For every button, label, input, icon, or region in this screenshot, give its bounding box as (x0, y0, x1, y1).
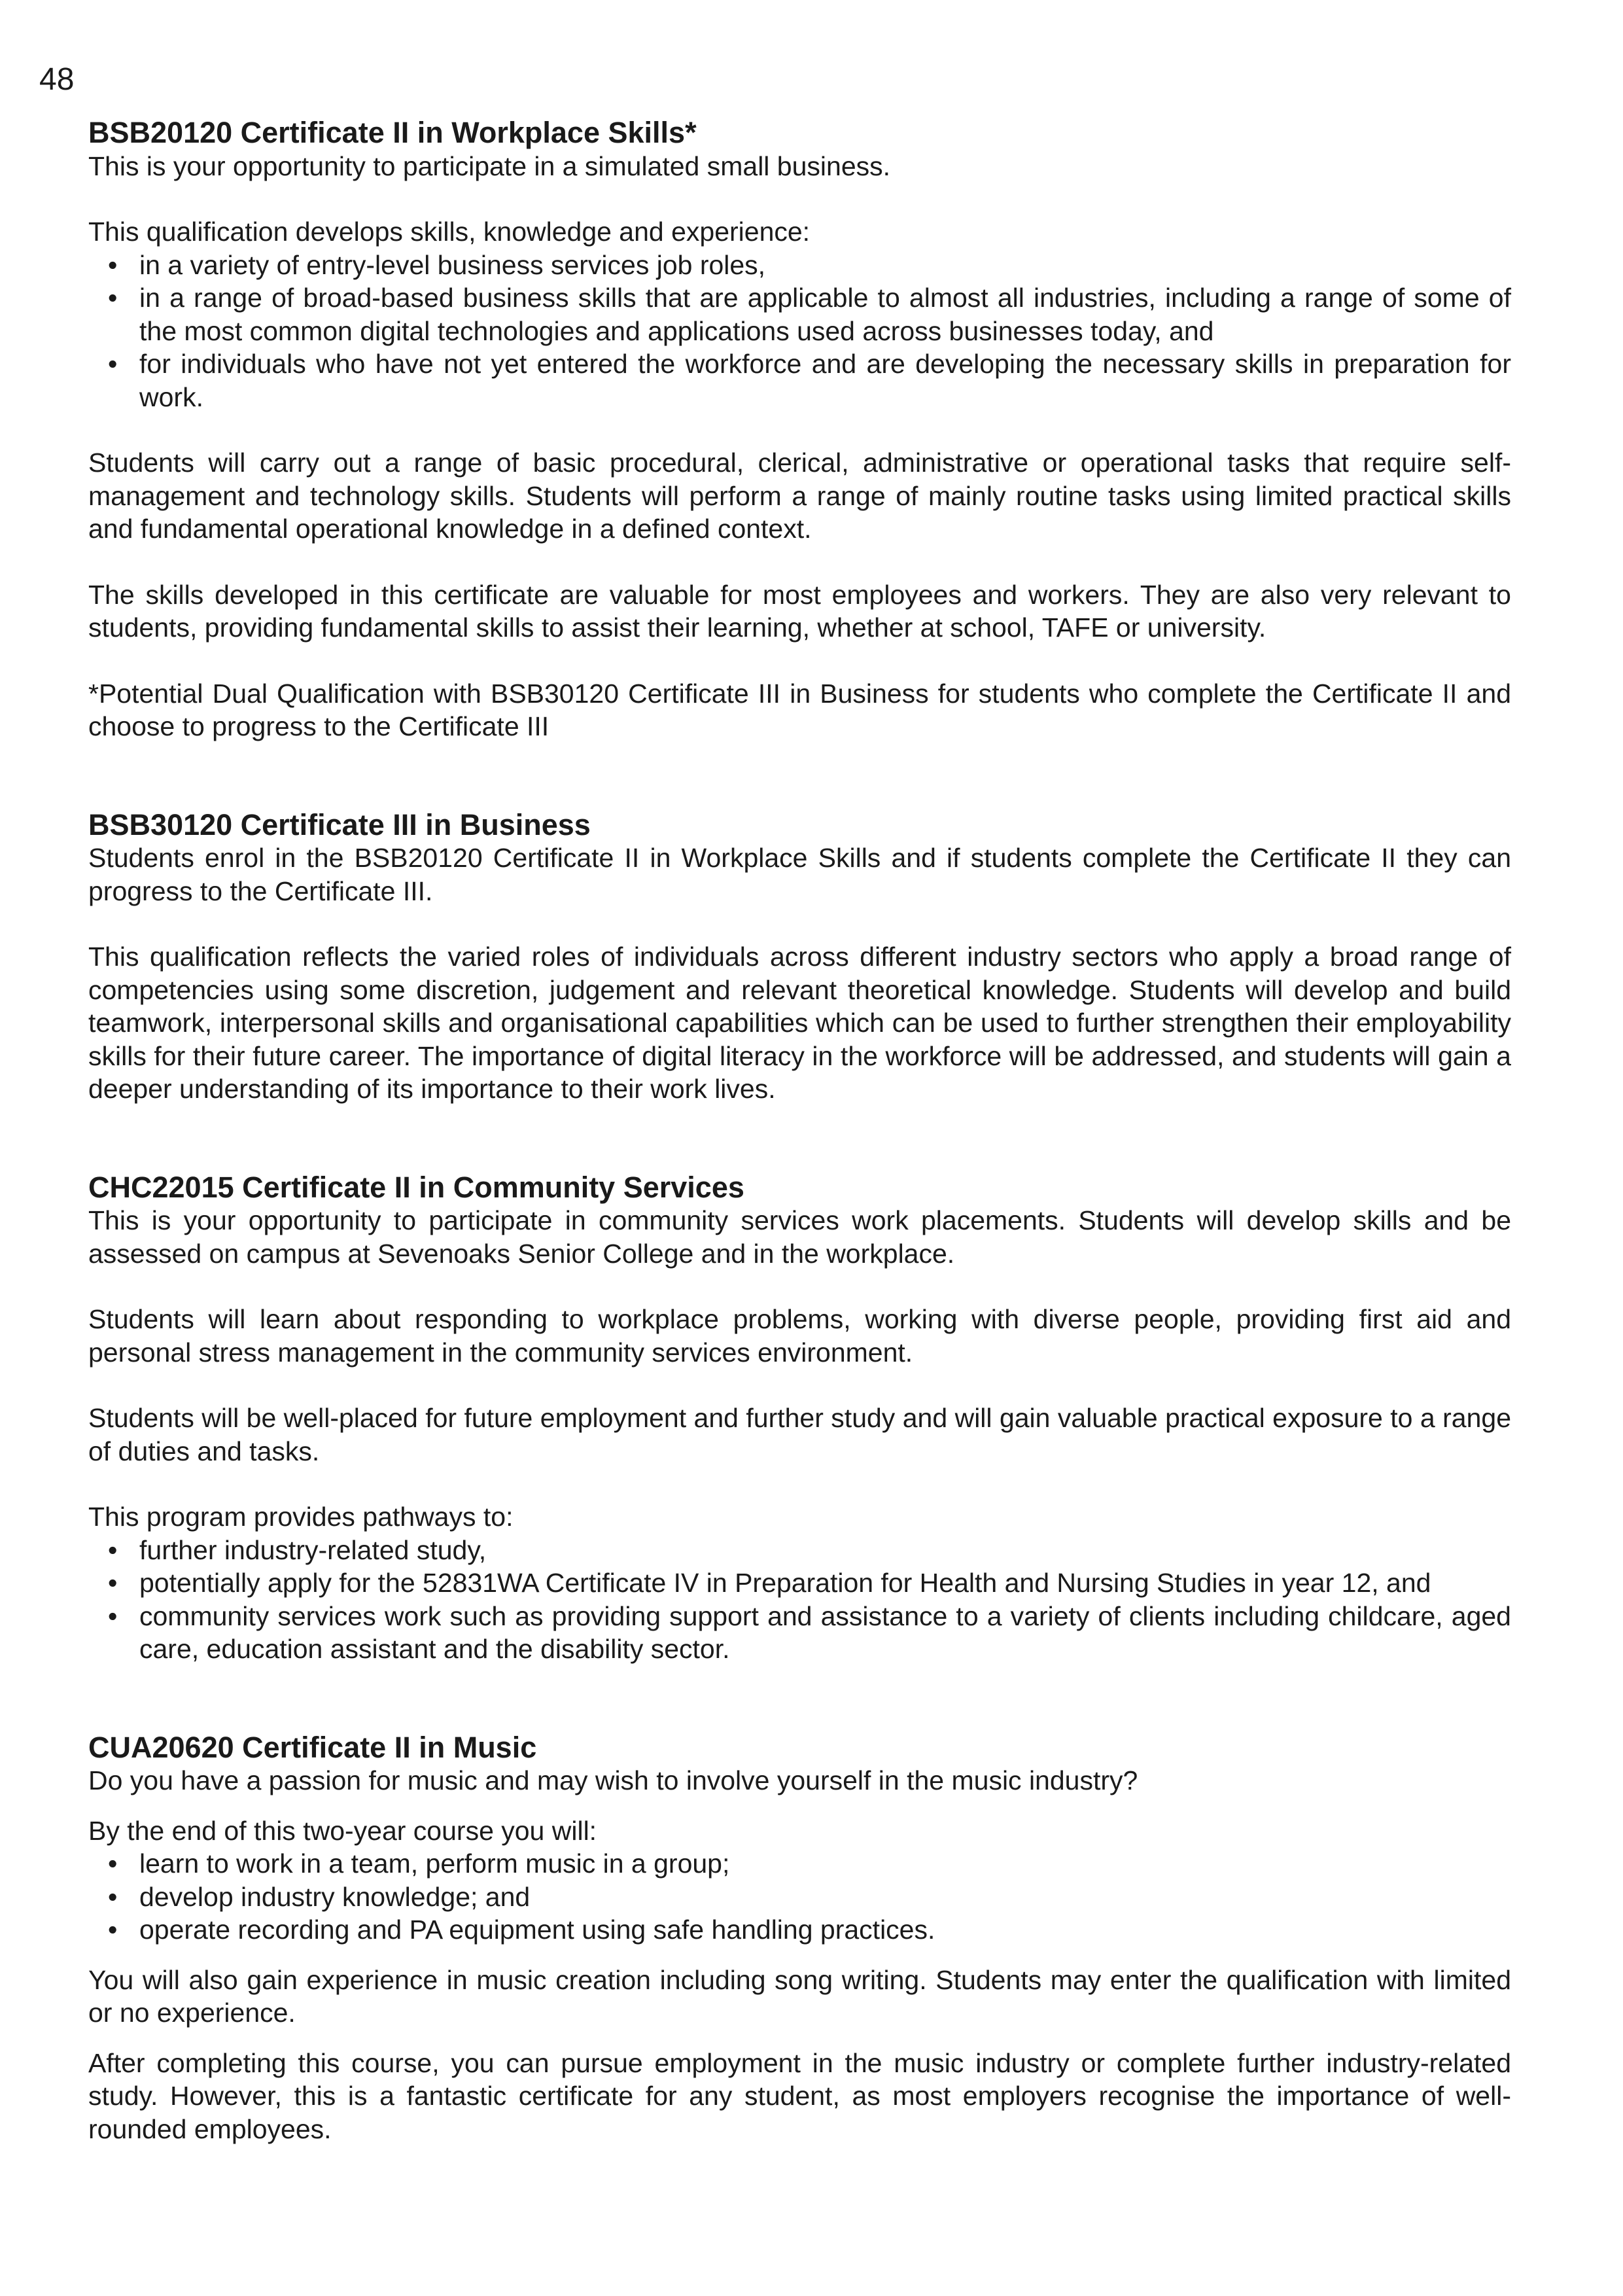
list-item: • community services work such as providing support and assistance to a variety of clients including childcare, aged care, education assistant and the disability sector. (88, 1600, 1511, 1666)
list-lead: This qualification develops skills, knowledge and experience: (88, 217, 811, 247)
paragraph: *Potential Dual Qualification with BSB30120 Certificate III in Business for students who complete the Certificate II and choose to progress to the Certificate III (88, 678, 1511, 741)
page-number: 48 (39, 62, 75, 97)
bullet-list (88, 1847, 1511, 1947)
section-title: CHC22015 Certificate II in Community Services (88, 1170, 744, 1204)
bullet-list (88, 1534, 1511, 1666)
list-item: • further industry-related study, (88, 1534, 1511, 1567)
paragraph: Students enrol in the BSB20120 Certificate II in Workplace Skills and if students complete the Certificate II they can progress to the Certificate III. (88, 843, 1511, 906)
paragraph: This qualification reflects the varied roles of individuals across different industry sectors who apply a broad range of competencies using some discretion, judgement and relevant theoretical knowledge. Students will develop and build teamwork, interpersonal skills and organisational capabilities which can be used to further strengthen their employability skills for their future career. The importance of digital literacy in the workforce will be addressed, and students will gain a deeper understanding of its importance to their work lives. (88, 942, 1511, 1104)
list-item: • learn to work in a team, perform music in a group; (88, 1847, 1511, 1881)
document-body (88, 116, 1511, 2146)
section-chc22015 (88, 1171, 1511, 1666)
list-item: • operate recording and PA equipment using safe handling practices. (88, 1913, 1511, 1947)
section-bsb20120 (88, 116, 1511, 743)
section-cua20620 (88, 1731, 1511, 2146)
list-lead: This program provides pathways to: (88, 1502, 514, 1532)
bullet-list (88, 249, 1511, 414)
section-intro: This is your opportunity to participate in a simulated small business. (88, 150, 891, 181)
list-lead: By the end of this two-year course you will: (88, 1815, 597, 1846)
list-item: • in a range of broad-based business skills that are applicable to almost all industries, including a range of some of the most common digital technologies and applications used across businesses today, and (88, 281, 1511, 347)
section-title: BSB20120 Certificate II in Workplace Skills* (88, 116, 697, 149)
paragraph: After completing this course, you can pursue employment in the music industry or complete further industry-related study. However, this is a fantastic certificate for any student, as most employers recognise the importance of well-rounded employees. (88, 2047, 1511, 2144)
list-item: • develop industry knowledge; and (88, 1881, 1511, 1914)
section-intro: Do you have a passion for music and may wish to involve yourself in the music industry? (88, 1765, 1138, 1795)
paragraph: This is your opportunity to participate in community services work placements. Students will develop skills and be assessed on campus at Sevenoaks Senior College and in the workplace. (88, 1205, 1511, 1269)
paragraph: You will also gain experience in music creation including song writing. Students may enter the qualification with limited or no experience. (88, 1964, 1511, 2028)
section-bsb30120 (88, 809, 1511, 1106)
paragraph: Students will carry out a range of basic procedural, clerical, administrative or operational tasks that require self-management and technology skills. Students will perform a range of mainly routine tasks using limited practical skills and fundamental operational knowledge in a defined context. (88, 448, 1511, 544)
list-item: • for individuals who have not yet entered the workforce and are developing the necessary skills in preparation for work. (88, 347, 1511, 414)
section-title: BSB30120 Certificate III in Business (88, 807, 591, 841)
list-item: • potentially apply for the 52831WA Certificate IV in Preparation for Health and Nursing Studies in year 12, and (88, 1566, 1511, 1600)
section-title: CUA20620 Certificate II in Music (88, 1730, 537, 1764)
paragraph: The skills developed in this certificate are valuable for most employees and workers. They are also very relevant to students, providing fundamental skills to assist their learning, whether at school, TAFE or university. (88, 579, 1511, 643)
paragraph: Students will learn about responding to workplace problems, working with diverse people, providing first aid and personal stress management in the community services environment. (88, 1304, 1511, 1368)
paragraph: Students will be well-placed for future employment and further study and will gain valuable practical exposure to a range of duties and tasks. (88, 1403, 1511, 1466)
list-item: • in a variety of entry-level business services job roles, (88, 249, 1511, 282)
